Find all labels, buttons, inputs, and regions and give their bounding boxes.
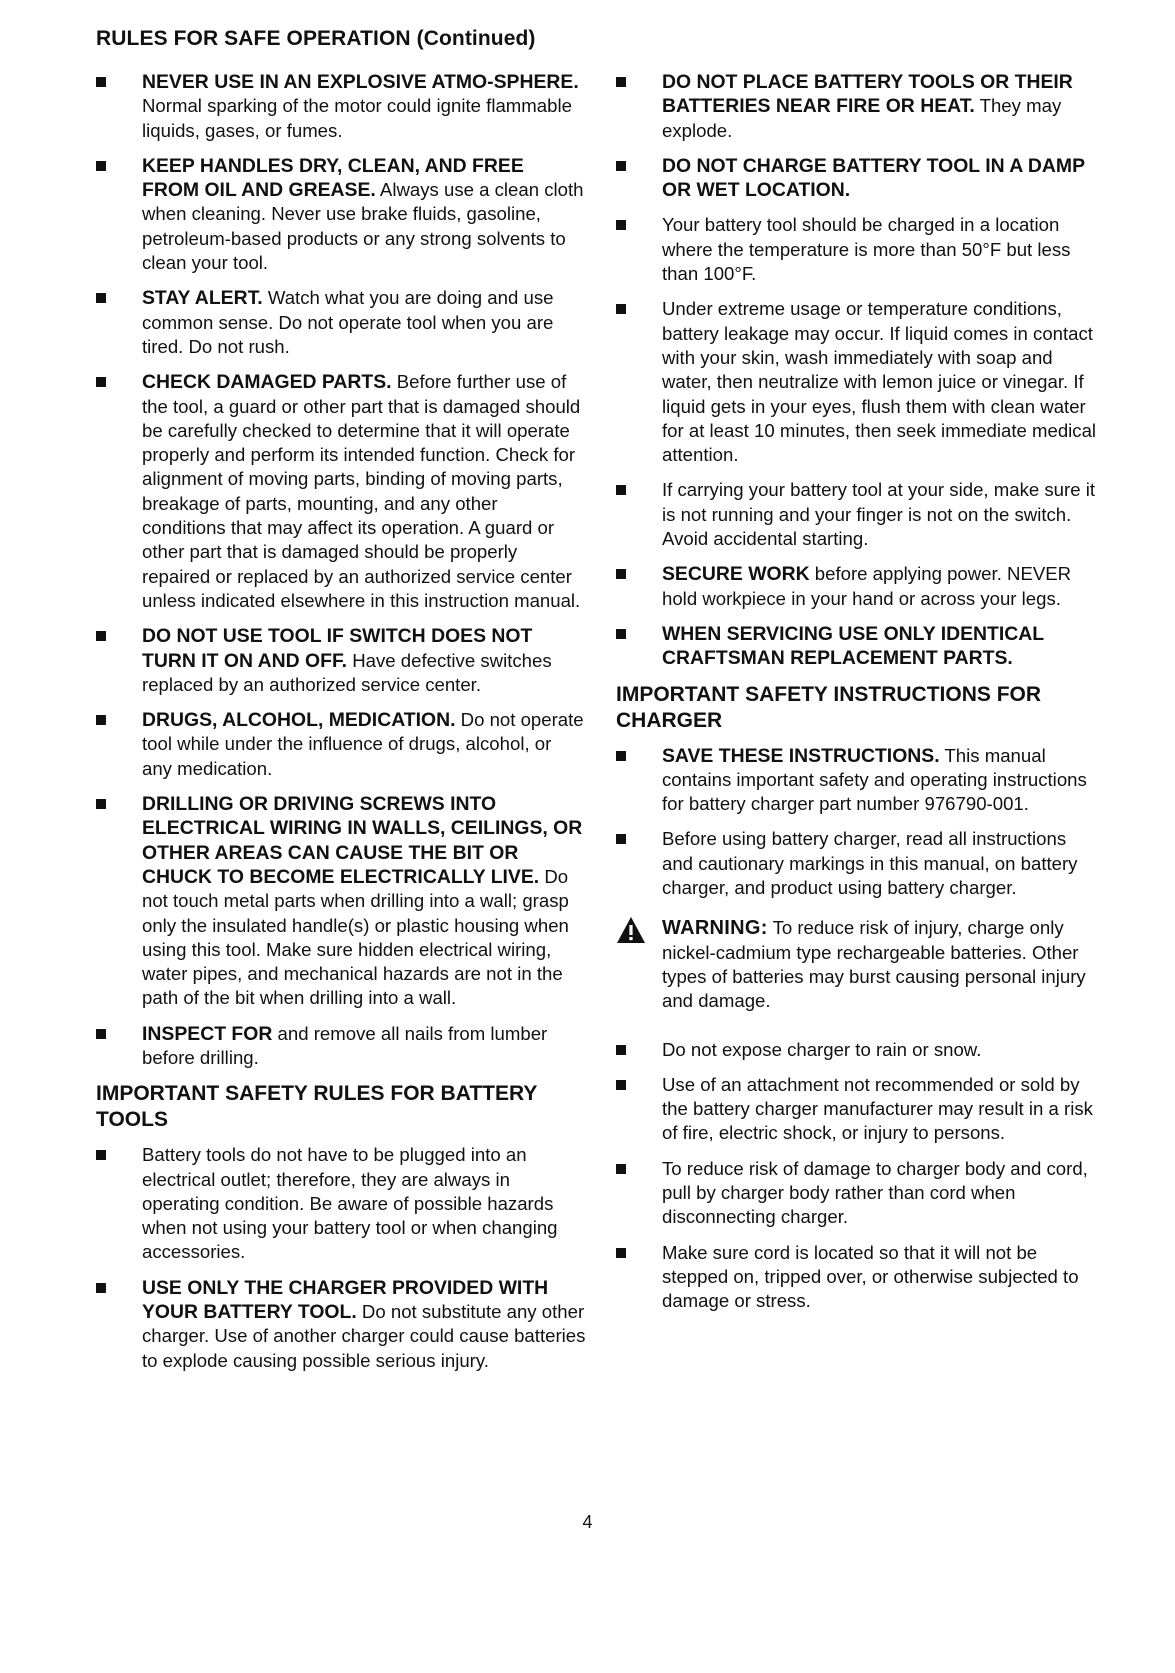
rule-item: [616, 213, 1102, 286]
rule-lead: WHEN SERVICING USE ONLY IDENTICAL CRAFTSMAN REPLACEMENT PARTS.: [662, 622, 1044, 670]
warning-triangle-icon: [616, 916, 646, 944]
rule-item: [96, 792, 586, 1011]
rule-item: [616, 562, 1102, 611]
rule-text: Battery tools do not have to be plugged into an electrical outlet; therefore, they are always in operating condition. Be aware of possible hazards when not using your battery tool or when changing accessories.: [142, 1144, 558, 1263]
page-header: RULES FOR SAFE OPERATION (Continued): [96, 27, 536, 50]
rule-text: Use of an attachment not recommended or sold by the battery charger manufacturer may result in a risk of fire, electric shock, or injury to persons.: [662, 1073, 1093, 1144]
square-bullet-icon: [616, 485, 626, 495]
rule-text: Normal sparking of the motor could ignite flammable liquids, gases, or fumes.: [142, 95, 572, 141]
rule-text: Your battery tool should be charged in a location where the temperature is more than 50°F but less than 100°F.: [662, 214, 1071, 285]
square-bullet-icon: [96, 161, 106, 171]
rule-lead: DRILLING OR DRIVING SCREWS INTO ELECTRICAL WIRING IN WALLS, CEILINGS, OR OTHER AREAS CAN CAUSE THE BIT OR CHUCK TO BECOME ELECTRICALLY LIVE.: [142, 793, 583, 888]
rule-item: [616, 1038, 1102, 1062]
rule-item: [616, 297, 1102, 467]
section-heading: IMPORTANT SAFETY RULES FOR BATTERY TOOLS: [96, 1082, 538, 1132]
section-heading: IMPORTANT SAFETY INSTRUCTIONS FOR CHARGER: [616, 682, 1042, 732]
rule-item: [96, 154, 586, 275]
square-bullet-icon: [96, 293, 106, 303]
page-number: 4: [582, 1512, 593, 1532]
square-bullet-icon: [616, 304, 626, 314]
square-bullet-icon: [616, 1080, 626, 1090]
rule-lead: DO NOT USE TOOL IF SWITCH DOES NOT TURN IT ON AND OFF.: [142, 625, 533, 672]
square-bullet-icon: [616, 569, 626, 579]
square-bullet-icon: [616, 220, 626, 230]
rule-item: [616, 154, 1102, 203]
rule-text: If carrying your battery tool at your side, make sure it is not running and your finger is not on the switch. Avoid accidental starting.: [662, 479, 1096, 550]
rule-text: Watch what you are doing and use common sense. Do not operate tool when you are tired. Do not rush.: [142, 287, 554, 357]
rule-item: [616, 744, 1102, 817]
rule-text: Under extreme usage or temperature conditions, battery leakage may occur. If liquid comes in contact with your skin, wash immediately with soap and water, then neutralize with lemon juice or vinegar. If liquid gets in your eyes, flush them with clean water for at least 10 minutes, then seek immediate medical attention.: [662, 298, 1097, 466]
square-bullet-icon: [616, 751, 626, 761]
rule-text: Do not touch metal parts when drilling into a wall; grasp only the insulated handle(s) or plastic housing when using this tool. Make sure hidden electrical wiring, water pipes, and mechanical hazards are not in the path of the bit when drilling into a wall.: [142, 865, 569, 1009]
square-bullet-icon: [616, 629, 626, 639]
rule-item: [616, 70, 1102, 143]
square-bullet-icon: [616, 834, 626, 844]
square-bullet-icon: [616, 1164, 626, 1174]
square-bullet-icon: [616, 1248, 626, 1258]
rule-lead: CHECK DAMAGED PARTS.: [142, 371, 392, 394]
rule-text: Do not substitute any other charger. Use of another charger could cause batteries to explode causing possible serious injury.: [142, 1301, 586, 1371]
rule-item: [616, 827, 1102, 900]
square-bullet-icon: [616, 161, 626, 171]
rule-item: [96, 370, 586, 613]
square-bullet-icon: [96, 631, 106, 641]
rule-item: [96, 286, 586, 359]
rule-text: Do not expose charger to rain or snow.: [662, 1038, 982, 1060]
rule-lead: NEVER USE IN AN EXPLOSIVE ATMO-SPHERE.: [142, 71, 579, 93]
right-column: [616, 70, 1102, 1324]
rule-item: [96, 1022, 586, 1071]
rule-lead: DO NOT CHARGE BATTERY TOOL IN A DAMP OR WET LOCATION.: [662, 154, 1085, 202]
square-bullet-icon: [616, 77, 626, 87]
rule-lead: KEEP HANDLES DRY, CLEAN, AND FREE FROM OIL AND GREASE.: [142, 154, 524, 202]
warning-block: [616, 916, 1102, 1013]
rule-item: [616, 622, 1102, 671]
rule-item: [96, 624, 586, 697]
rule-lead: INSPECT FOR: [142, 1022, 273, 1045]
rule-text: and remove all nails from lumber before drilling.: [142, 1022, 548, 1068]
rule-lead: USE ONLY THE CHARGER PROVIDED WITH YOUR BATTERY TOOL.: [142, 1276, 549, 1324]
rule-text: Always use a clean cloth when cleaning. Never use brake fluids, gasoline, petroleum-based products or any strong solvents to clean your tool.: [142, 179, 584, 274]
rule-item: [96, 1143, 586, 1264]
rule-text: To reduce risk of damage to charger body and cord, pull by charger body rather than cord when disconnecting charger.: [662, 1157, 1088, 1228]
rule-text: They may explode.: [662, 95, 1062, 141]
rule-item: [96, 1276, 586, 1373]
rule-text: Make sure cord is located so that it will not be stepped on, tripped over, or otherwise subjected to damage or stress.: [662, 1241, 1079, 1312]
rule-text: Before using battery charger, read all instructions and cautionary markings in this manual, on battery charger, and product using battery charger.: [662, 828, 1078, 899]
rule-item: [616, 1073, 1102, 1146]
square-bullet-icon: [96, 377, 106, 387]
warning-label: WARNING:: [662, 917, 768, 940]
left-column: [96, 70, 586, 1384]
rule-lead: DO NOT PLACE BATTERY TOOLS OR THEIR BATTERIES NEAR FIRE OR HEAT.: [662, 71, 1073, 118]
rule-lead: SAVE THESE INSTRUCTIONS.: [662, 744, 940, 767]
rule-text: This manual contains important safety and operating instructions for battery charger part number 976790-001.: [662, 744, 1087, 815]
rule-text: Before further use of the tool, a guard or other part that is damaged should be carefully checked to determine that it will operate properly and perform its intended function. Check for alignment of moving parts, binding of moving parts, breakage of parts, mounting, and any other conditions that may affect its operation. A guard or other part that is damaged should be properly repaired or replaced by an authorized service center unless indicated elsewhere in this instruction manual.: [142, 371, 581, 611]
square-bullet-icon: [96, 1029, 106, 1039]
rule-lead: SECURE WORK: [662, 563, 810, 586]
warning-text: To reduce risk of injury, charge only nickel-cadmium type rechargeable batteries. Other types of batteries may burst causing personal injury and damage.: [662, 917, 1086, 1012]
rule-lead: STAY ALERT.: [142, 287, 263, 310]
square-bullet-icon: [96, 1283, 106, 1293]
square-bullet-icon: [96, 715, 106, 725]
rule-item: [96, 708, 586, 781]
square-bullet-icon: [96, 77, 106, 87]
square-bullet-icon: [96, 799, 106, 809]
rule-item: [616, 1157, 1102, 1230]
square-bullet-icon: [96, 1150, 106, 1160]
square-bullet-icon: [616, 1045, 626, 1055]
rule-item: [96, 70, 586, 143]
rule-text: Do not operate tool while under the influence of drugs, alcohol, or any medication.: [142, 709, 584, 779]
rule-item: [616, 1241, 1102, 1314]
rule-item: [616, 478, 1102, 551]
rule-text: Have defective switches replaced by an authorized service center.: [142, 649, 552, 695]
rule-lead: DRUGS, ALCOHOL, MEDICATION.: [142, 709, 456, 732]
rule-text: before applying power. NEVER hold workpiece in your hand or across your legs.: [662, 563, 1072, 609]
